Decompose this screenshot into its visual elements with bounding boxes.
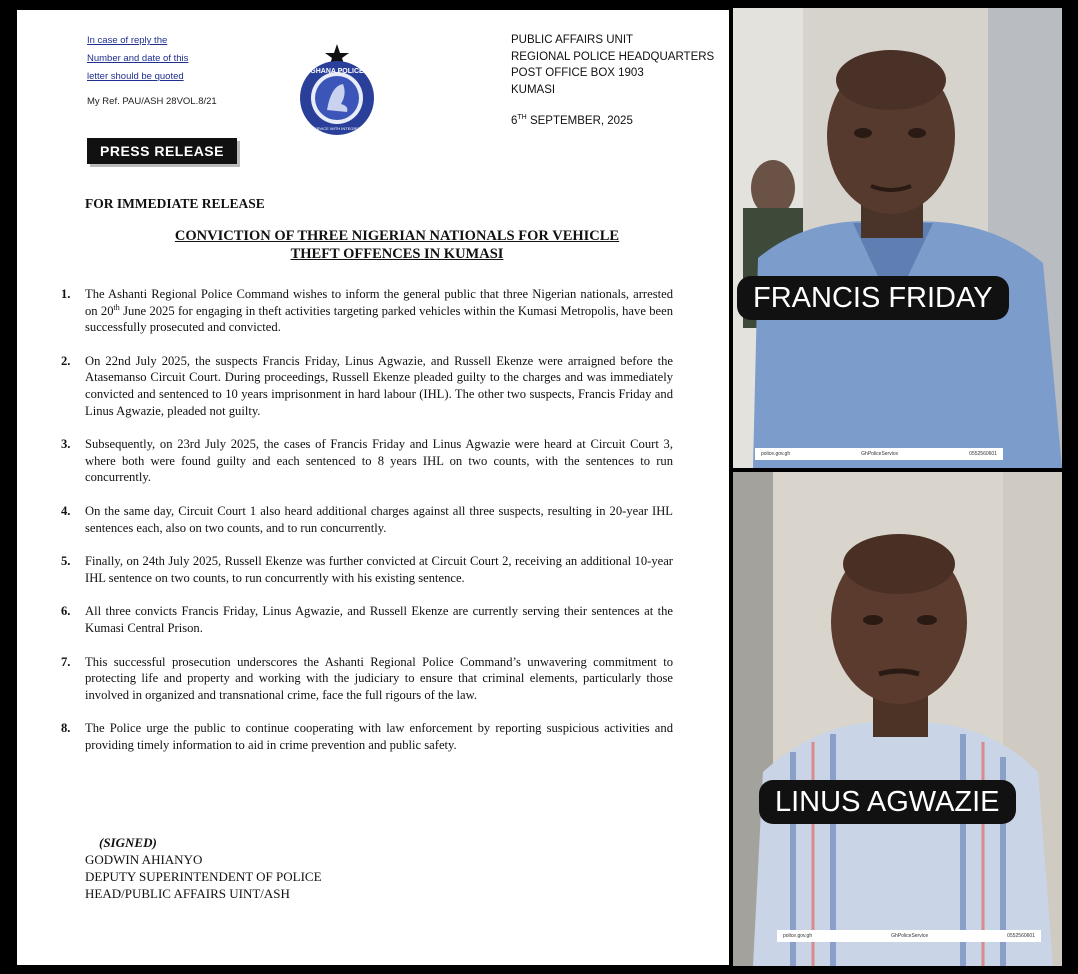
press-release-document xyxy=(17,10,729,965)
strip-social: GhPoliceService xyxy=(861,451,899,457)
signed-mark: (SIGNED) xyxy=(99,835,157,850)
paragraph-number: 6. xyxy=(61,604,71,619)
paragraph-text: The Police urge the public to continue cooperating with law enforcement by reporting suspicious activities and providing timely information to aid in crime prevention and public safety. xyxy=(85,721,673,752)
press-release-label: PRESS RELEASE xyxy=(87,138,237,164)
paragraph-number: 5. xyxy=(61,554,71,569)
paragraph-text: All three convicts Francis Friday, Linus Agwazie, and Russell Ekenze are currently serving their sentences at the Kumasi Central Prison. xyxy=(85,604,673,635)
paragraph xyxy=(61,603,673,636)
ghana-police-logo xyxy=(287,40,387,140)
suspect-photo-francis xyxy=(733,8,1062,468)
date-day: 6 xyxy=(511,114,518,127)
suspect-portrait-illustration xyxy=(733,472,1062,966)
paragraph-superscript: th xyxy=(113,302,120,312)
paragraph-number: 4. xyxy=(61,503,71,518)
immediate-release-heading: FOR IMMEDIATE RELEASE xyxy=(85,196,265,211)
strip-social: GhPoliceService xyxy=(891,933,929,939)
suspect-photo-linus xyxy=(733,472,1062,966)
paragraph-text: The Ashanti Regional Police Command wishes to inform the general public that three Nigerian nationals, arrested on 20 xyxy=(85,287,673,318)
paragraph-number: 1. xyxy=(61,287,71,301)
suspect-portrait-illustration xyxy=(733,8,1062,468)
reply-line: Number and date of this xyxy=(87,53,189,64)
paragraph xyxy=(61,286,673,336)
date-suffix: TH xyxy=(517,114,527,121)
paragraph-text: Subsequently, on 23rd July 2025, the cases of Francis Friday and Linus Agwazie were heard at Circuit Court 3, where both were found guilty and each sentenced to 8 years IHL on two counts, with the sentences to run concurrently. xyxy=(85,437,673,485)
paragraph-text: On 22nd July 2025, the suspects Francis Friday, Linus Agwazie, and Russell Ekenze were arraigned before the Atasemanso Circuit Court. During proceedings, Russell Ekenze pleaded guilty to the charges and was immediately convicted and sentenced to 10 years imprisonment in hard labour (IHL). The other two suspects, Francis Friday and Linus Agwazie, pleaded not guilty. xyxy=(85,353,673,418)
contact-strip xyxy=(777,930,1041,942)
address-line: PUBLIC AFFAIRS UNIT xyxy=(511,34,634,46)
headline-line: THEFT OFFENCES IN KUMASI xyxy=(290,246,504,262)
suspect-name-label: LINUS AGWAZIE xyxy=(759,780,1016,824)
paragraph xyxy=(61,436,673,486)
paragraph-text-continued: June 2025 for engaging in theft activities targeting parked vehicles within the Kumasi Metropolis, have been successfully prosecuted and convicted. xyxy=(85,303,673,335)
signature-block xyxy=(85,834,322,902)
paragraph xyxy=(61,720,673,753)
logo-top-text: GHANA POLICE xyxy=(310,68,364,75)
paragraph-text: Finally, on 24th July 2025, Russell Ekenze was further convicted at Circuit Court 2, receiving an additional 10-year IHL sentence on two counts, to run concurrently with his existing sentence. xyxy=(85,554,673,585)
paragraph-number: 2. xyxy=(61,353,71,368)
reply-line: In case of reply the xyxy=(87,35,168,46)
release-headline xyxy=(117,227,677,263)
contact-strip xyxy=(755,448,1003,460)
address-line: KUMASI xyxy=(511,83,556,96)
logo-bottom-text: SERVICE WITH INTEGRITY xyxy=(311,126,363,131)
headline-line: CONVICTION OF THREE NIGERIAN NATIONALS FOR VEHICLE xyxy=(174,228,620,244)
address-line: POST OFFICE BOX 1903 xyxy=(511,67,644,79)
strip-website: police.gov.gh xyxy=(761,451,791,457)
strip-phone: 0552560601 xyxy=(1007,933,1035,939)
signatory-name: GODWIN AHIANYO xyxy=(85,852,203,867)
suspect-name-label: FRANCIS FRIDAY xyxy=(737,276,1009,320)
paragraph-text: This successful prosecution underscores the Ashanti Regional Police Command’s unwavering commitment to protecting life and property and working with the judiciary to ensure that criminal elements, particularly those involved in organized and transnational crime, face the full rigours of the law. xyxy=(85,654,673,702)
reply-line: letter should be quoted xyxy=(87,71,184,82)
paragraph xyxy=(61,353,673,419)
paragraph-number: 8. xyxy=(61,721,71,736)
paragraph-number: 3. xyxy=(61,437,71,452)
reference-number: My Ref. PAU/ASH 28VOL.8/21 xyxy=(87,96,217,107)
signatory-title: HEAD/PUBLIC AFFAIRS UINT/ASH xyxy=(85,886,290,901)
address-block xyxy=(511,32,714,98)
paragraph-number: 7. xyxy=(61,654,71,669)
strip-website: police.gov.gh xyxy=(783,933,813,939)
strip-phone: 0552560601 xyxy=(969,451,997,457)
address-line: REGIONAL POLICE HEADQUARTERS xyxy=(511,50,715,63)
paragraph xyxy=(61,503,673,536)
reply-note xyxy=(87,32,188,86)
release-date xyxy=(511,114,633,127)
paragraph-text: On the same day, Circuit Court 1 also heard additional charges against all three suspects, resulting in 20-year IHL sentences each, also on two counts, and to run concurrently. xyxy=(85,503,673,535)
numbered-paragraphs xyxy=(61,286,673,770)
paragraph xyxy=(61,654,673,704)
date-rest: SEPTEMBER, 2025 xyxy=(526,114,633,127)
signatory-rank: DEPUTY SUPERINTENDENT OF POLICE xyxy=(85,869,322,884)
paragraph xyxy=(61,553,673,586)
